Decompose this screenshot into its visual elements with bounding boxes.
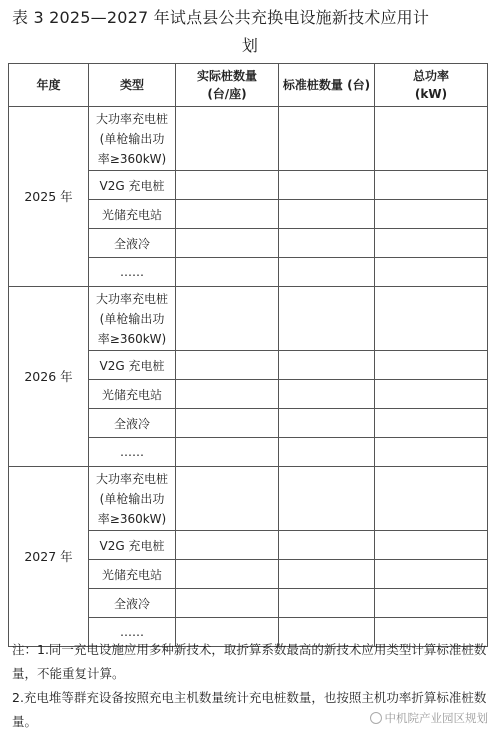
year-cell: 2025 年 [9, 107, 89, 287]
total-power-cell[interactable] [375, 409, 488, 438]
type-cell: 光储充电站 [89, 380, 176, 409]
actual-count-cell[interactable] [176, 467, 279, 531]
standard-count-cell[interactable] [279, 589, 375, 618]
note-2: 2.充电堆等群充设备按照充电主机数量统计充电桩数量，也按照主机功率折算标准桩数量。 [12, 690, 487, 729]
watermark-logo-icon [370, 712, 382, 724]
header-row [9, 64, 488, 107]
year-cell: 2027 年 [9, 467, 89, 647]
header-type: 类型 [89, 64, 176, 107]
type-cell: V2G 充电桩 [89, 351, 176, 380]
actual-count-cell[interactable] [176, 409, 279, 438]
type-cell: …… [89, 618, 176, 647]
standard-count-cell[interactable] [279, 467, 375, 531]
total-power-cell[interactable] [375, 258, 488, 287]
standard-count-cell[interactable] [279, 258, 375, 287]
title-line-2: 划 [241, 36, 259, 55]
actual-count-cell[interactable] [176, 258, 279, 287]
standard-count-cell[interactable] [279, 107, 375, 171]
note-1: 注：1.同一充电设施应用多种新技术，取折算系数最高的新技术应用类型计算标准桩数量，不能重复计算。 [12, 642, 487, 681]
table-row [9, 287, 488, 351]
actual-count-cell[interactable] [176, 229, 279, 258]
standard-count-cell[interactable] [279, 229, 375, 258]
actual-count-cell[interactable] [176, 560, 279, 589]
type-cell: 大功率充电桩 (单枪输出功 率≥360kW) [89, 107, 176, 171]
total-power-cell[interactable] [375, 380, 488, 409]
total-power-cell[interactable] [375, 467, 488, 531]
standard-count-cell[interactable] [279, 409, 375, 438]
type-cell: 大功率充电桩 (单枪输出功 率≥360kW) [89, 287, 176, 351]
plan-table [8, 63, 488, 647]
header-standard-count: 标准桩数量 (台) [279, 64, 375, 107]
total-power-cell[interactable] [375, 531, 488, 560]
total-power-cell[interactable] [375, 200, 488, 229]
standard-count-cell[interactable] [279, 287, 375, 351]
actual-count-cell[interactable] [176, 351, 279, 380]
type-cell: 大功率充电桩 (单枪输出功 率≥360kW) [89, 467, 176, 531]
type-cell: …… [89, 258, 176, 287]
year-cell: 2026 年 [9, 287, 89, 467]
type-cell: 全液冷 [89, 229, 176, 258]
table-row [9, 467, 488, 531]
type-cell: 全液冷 [89, 589, 176, 618]
title-line-1: 表 3 2025—2027 年试点县公共充换电设施新技术应用计 [12, 8, 430, 27]
type-cell: V2G 充电桩 [89, 171, 176, 200]
standard-count-cell[interactable] [279, 171, 375, 200]
type-cell: 光储充电站 [89, 200, 176, 229]
standard-count-cell[interactable] [279, 380, 375, 409]
standard-count-cell[interactable] [279, 200, 375, 229]
table-row [9, 107, 488, 171]
standard-count-cell[interactable] [279, 531, 375, 560]
actual-count-cell[interactable] [176, 171, 279, 200]
total-power-cell[interactable] [375, 589, 488, 618]
total-power-cell[interactable] [375, 438, 488, 467]
actual-count-cell[interactable] [176, 589, 279, 618]
total-power-cell[interactable] [375, 229, 488, 258]
standard-count-cell[interactable] [279, 438, 375, 467]
total-power-cell[interactable] [375, 171, 488, 200]
actual-count-cell[interactable] [176, 287, 279, 351]
type-cell: …… [89, 438, 176, 467]
type-cell: 全液冷 [89, 409, 176, 438]
actual-count-cell[interactable] [176, 200, 279, 229]
total-power-cell[interactable] [375, 351, 488, 380]
actual-count-cell[interactable] [176, 438, 279, 467]
type-cell: 光储充电站 [89, 560, 176, 589]
table-title [12, 4, 488, 60]
watermark [370, 710, 489, 726]
header-actual-count: 实际桩数量 (台/座) [176, 64, 279, 107]
header-total-power: 总功率 (kW) [375, 64, 488, 107]
total-power-cell[interactable] [375, 287, 488, 351]
actual-count-cell[interactable] [176, 531, 279, 560]
actual-count-cell[interactable] [176, 107, 279, 171]
standard-count-cell[interactable] [279, 351, 375, 380]
total-power-cell[interactable] [375, 107, 488, 171]
total-power-cell[interactable] [375, 560, 488, 589]
type-cell: V2G 充电桩 [89, 531, 176, 560]
standard-count-cell[interactable] [279, 560, 375, 589]
actual-count-cell[interactable] [176, 380, 279, 409]
watermark-text: 中机院产业园区规划 [384, 711, 488, 725]
header-year: 年度 [9, 64, 89, 107]
